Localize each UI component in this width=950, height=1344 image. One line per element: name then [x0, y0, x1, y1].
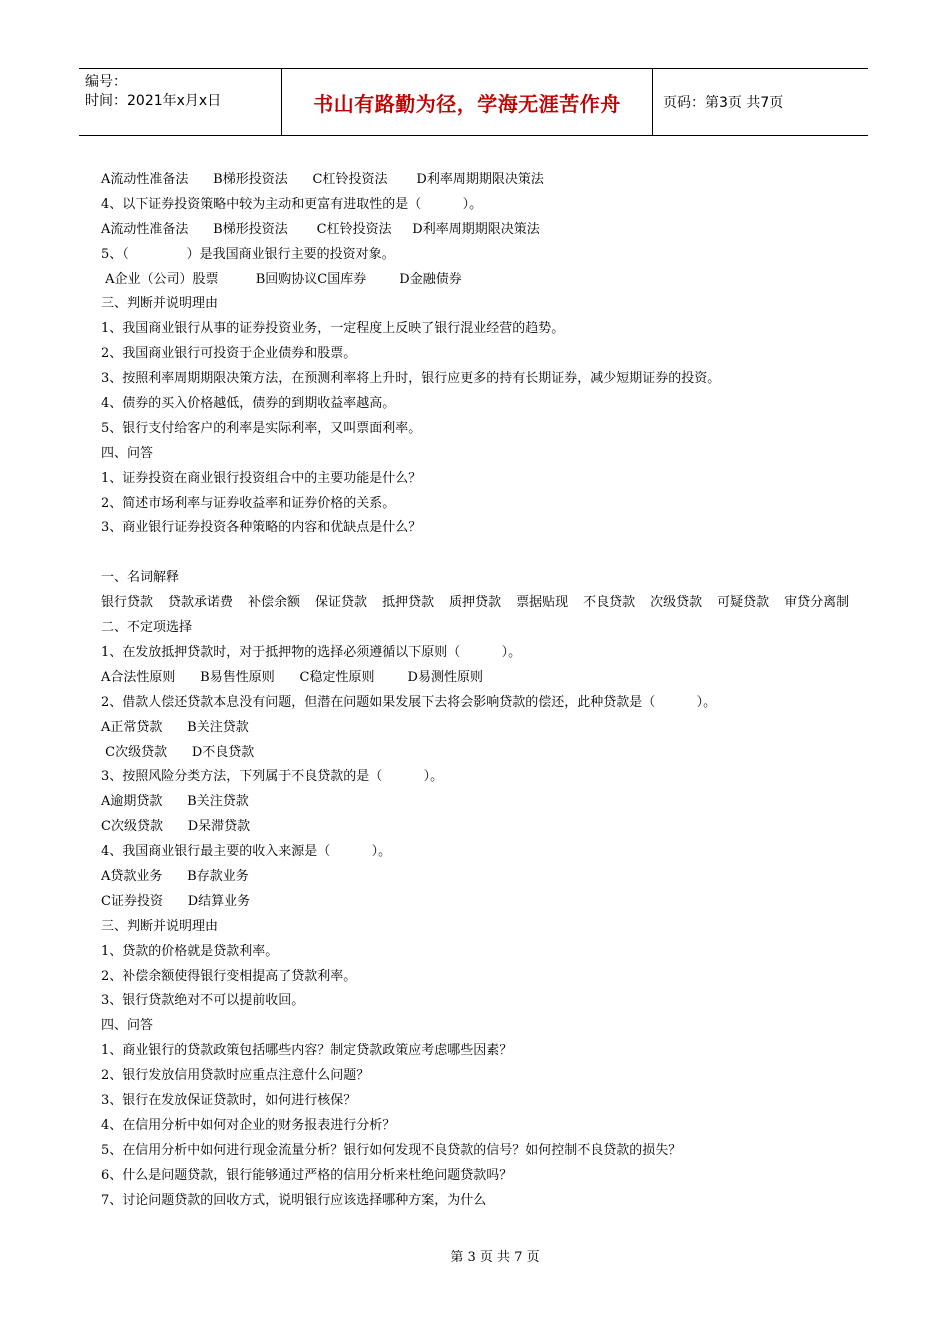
text-line: A合法性原则 B易售性原则 C稳定性原则 D易测性原则 — [101, 669, 483, 685]
text-line: 3、银行贷款绝对不可以提前收回。 — [101, 993, 305, 1009]
text-line: 2、我国商业银行可投资于企业债券和股票。 — [101, 346, 357, 362]
text-line: 1、在发放抵押贷款时，对于抵押物的选择必须遵循以下原则（ ）。 — [101, 644, 522, 660]
term: 票据贴现 — [516, 595, 569, 611]
text-line: 2、简述市场利率与证券收益率和证券价格的关系。 — [101, 495, 396, 511]
text-line: 1、我国商业银行从事的证券投资业务，一定程度上反映了银行混业经营的趋势。 — [101, 321, 565, 337]
header-page-label: 页码：第3页 共7页 — [663, 95, 784, 111]
text-line: 2、补偿余额使得银行变相提高了贷款利率。 — [101, 968, 357, 984]
text-line: 3、银行在发放保证贷款时，如何进行核保？ — [101, 1092, 357, 1108]
term: 不良贷款 — [583, 595, 636, 611]
time-label: 时间：2021年x月x日 — [85, 93, 222, 109]
page-footer: 第 3 页 共 7 页 — [450, 1250, 540, 1265]
section-heading: 三、判断并说明理由 — [101, 296, 219, 312]
text-line: 5、（ ）是我国商业银行主要的投资对象。 — [101, 246, 395, 262]
term: 银行贷款 — [101, 595, 154, 611]
text-line: C次级贷款 D呆滞贷款 — [101, 819, 251, 835]
text-line: 3、按照利率周期期限决策方法，在预测利率将上升时，银行应更多的持有长期证券，减少短期证券的投资。 — [101, 371, 721, 387]
text-line: 4、我国商业银行最主要的收入来源是（ ）。 — [101, 844, 392, 860]
term: 补偿余额 — [248, 595, 301, 611]
text-line: A贷款业务 B存款业务 — [101, 868, 249, 884]
section-heading: 四、问答 — [101, 1018, 154, 1034]
number-label: 编号： — [85, 74, 127, 90]
text-line: 4、在信用分析中如何对企业的财务报表进行分析？ — [101, 1117, 396, 1133]
header-meta — [79, 69, 282, 135]
text-line: 1、商业银行的贷款政策包括哪些内容？制定贷款政策应考虑哪些因素？ — [101, 1043, 513, 1059]
document-body — [101, 168, 881, 1213]
text-line: A企业（公司）股票 B回购协议C国库券 D金融债券 — [101, 271, 462, 287]
text-line: A流动性准备法 B梯形投资法 C杠铃投资法 D利率周期期限决策法 — [101, 172, 544, 187]
term: 贷款承诺费 — [168, 595, 234, 611]
text-line: 3、商业银行证券投资各种策略的内容和优缺点是什么？ — [101, 520, 422, 536]
term-list — [101, 591, 881, 616]
text-line: C证券投资 D结算业务 — [101, 893, 251, 909]
term: 保证贷款 — [315, 595, 368, 611]
text-line: A正常贷款 B关注贷款 — [101, 719, 249, 735]
text-line: A流动性准备法 B梯形投资法 C杠铃投资法 D利率周期期限决策法 — [101, 221, 540, 237]
text-line: 6、什么是问题贷款，银行能够通过严格的信用分析来杜绝问题贷款吗？ — [101, 1167, 513, 1183]
section-heading: 二、不定项选择 — [101, 620, 193, 636]
term: 次级贷款 — [650, 595, 703, 611]
text-line: 1、证券投资在商业银行投资组合中的主要功能是什么？ — [101, 470, 422, 486]
spacer — [101, 541, 881, 566]
term: 可疑贷款 — [717, 595, 770, 611]
text-line: A逾期贷款 B关注贷款 — [101, 794, 249, 810]
section-heading: 三、判断并说明理由 — [101, 918, 219, 934]
text-line: 5、银行支付给客户的利率是实际利率，又叫票面利率。 — [101, 420, 422, 436]
term: 抵押贷款 — [382, 595, 435, 611]
term: 审贷分离制 — [784, 595, 850, 611]
section-heading: 四、问答 — [101, 445, 154, 461]
text-line: 3、按照风险分类方法，下列属于不良贷款的是（ ）。 — [101, 769, 444, 785]
text-line: C次级贷款 D不良贷款 — [101, 744, 255, 760]
section-heading: 一、名词解释 — [101, 570, 180, 586]
text-line: 7、讨论问题贷款的回收方式，说明银行应该选择哪种方案，为什么 — [101, 1192, 487, 1208]
page-header — [79, 68, 868, 136]
text-line: 5、在信用分析中如何进行现金流量分析？银行如何发现不良贷款的信号？如何控制不良贷款的损失？ — [101, 1142, 682, 1158]
term: 质押贷款 — [449, 595, 502, 611]
text-line: 2、银行发放信用贷款时应重点注意什么问题？ — [101, 1068, 370, 1084]
header-motto: 书山有路勤为径，学海无涯苦作舟 — [282, 69, 653, 135]
text-line: 4、以下证券投资策略中较为主动和更富有进取性的是（ ）。 — [101, 196, 483, 212]
text-line: 1、贷款的价格就是贷款利率。 — [101, 943, 279, 959]
text-line: 2、借款人偿还贷款本息没有问题，但潜在问题如果发展下去将会影响贷款的偿还，此种贷款是（ ）。 — [101, 694, 717, 710]
text-line: 4、债券的买入价格越低，债券的到期收益率越高。 — [101, 396, 396, 412]
